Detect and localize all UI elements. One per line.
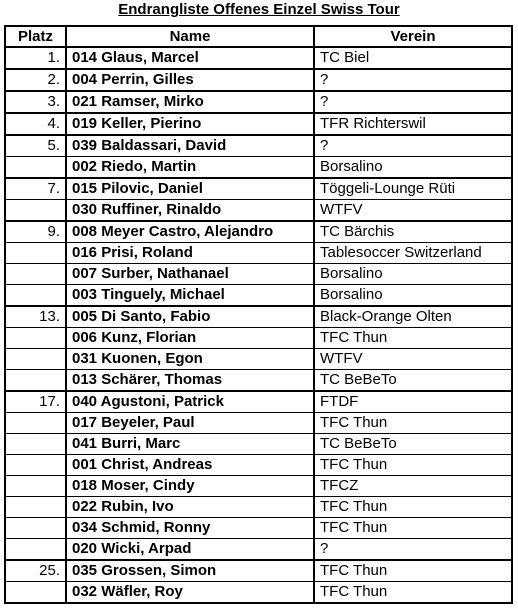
rank-cell: [5, 243, 66, 264]
club-cell: ?: [314, 69, 512, 91]
club-cell: Borsalino: [314, 264, 512, 285]
player-name-cell: 008 Meyer Castro, Alejandro: [66, 221, 314, 243]
table-row: [5, 69, 512, 91]
player-name-cell: 014 Glaus, Marcel: [66, 47, 314, 69]
table-row: [5, 391, 512, 413]
player-name-cell: 018 Moser, Cindy: [66, 476, 314, 497]
player-name-cell: 006 Kunz, Florian: [66, 328, 314, 349]
rank-cell: [5, 497, 66, 518]
player-name-cell: 003 Tinguely, Michael: [66, 285, 314, 307]
header-name: Name: [66, 26, 314, 47]
rank-cell: [5, 413, 66, 434]
player-name-cell: 002 Riedo, Martin: [66, 157, 314, 179]
table-row: [5, 370, 512, 392]
club-cell: TFR Richterswil: [314, 113, 512, 135]
table-row: [5, 497, 512, 518]
table-row: [5, 476, 512, 497]
rank-cell: 1.: [5, 47, 66, 69]
rank-cell: 5.: [5, 135, 66, 157]
club-cell: WTFV: [314, 349, 512, 370]
club-cell: TC Bärchis: [314, 221, 512, 243]
table-row: [5, 285, 512, 307]
table-row: [5, 582, 512, 604]
rank-cell: [5, 539, 66, 561]
club-cell: TFC Thun: [314, 582, 512, 604]
table-row: [5, 306, 512, 328]
table-row: [5, 178, 512, 200]
club-cell: TFC Thun: [314, 455, 512, 476]
rank-cell: 7.: [5, 178, 66, 200]
table-row: [5, 200, 512, 222]
rank-cell: [5, 200, 66, 222]
club-cell: TFC Thun: [314, 328, 512, 349]
club-cell: TC BeBeTo: [314, 370, 512, 392]
rank-cell: 9.: [5, 221, 66, 243]
rank-cell: [5, 370, 66, 392]
player-name-cell: 005 Di Santo, Fabio: [66, 306, 314, 328]
club-cell: ?: [314, 91, 512, 113]
rank-cell: [5, 455, 66, 476]
table-row: [5, 560, 512, 582]
club-cell: TFC Thun: [314, 413, 512, 434]
player-name-cell: 020 Wicki, Arpad: [66, 539, 314, 561]
ranking-table: [4, 25, 513, 604]
club-cell: WTFV: [314, 200, 512, 222]
header-platz: Platz: [5, 26, 66, 47]
club-cell: TFCZ: [314, 476, 512, 497]
player-name-cell: 040 Agustoni, Patrick: [66, 391, 314, 413]
player-name-cell: 007 Surber, Nathanael: [66, 264, 314, 285]
player-name-cell: 004 Perrin, Gilles: [66, 69, 314, 91]
club-cell: Borsalino: [314, 285, 512, 307]
rank-cell: [5, 518, 66, 539]
player-name-cell: 019 Keller, Pierino: [66, 113, 314, 135]
table-row: [5, 47, 512, 69]
player-name-cell: 030 Ruffiner, Rinaldo: [66, 200, 314, 222]
club-cell: TC Biel: [314, 47, 512, 69]
player-name-cell: 032 Wäfler, Roy: [66, 582, 314, 604]
rank-cell: 13.: [5, 306, 66, 328]
table-row: [5, 91, 512, 113]
rank-cell: 25.: [5, 560, 66, 582]
rank-cell: 4.: [5, 113, 66, 135]
table-row: [5, 264, 512, 285]
rank-cell: [5, 582, 66, 604]
player-name-cell: 034 Schmid, Ronny: [66, 518, 314, 539]
club-cell: Borsalino: [314, 157, 512, 179]
rank-cell: 17.: [5, 391, 66, 413]
player-name-cell: 015 Pilovic, Daniel: [66, 178, 314, 200]
player-name-cell: 035 Grossen, Simon: [66, 560, 314, 582]
club-cell: TFC Thun: [314, 497, 512, 518]
player-name-cell: 021 Ramser, Mirko: [66, 91, 314, 113]
table-row: [5, 518, 512, 539]
table-row: [5, 434, 512, 455]
table-row: [5, 243, 512, 264]
club-cell: TFC Thun: [314, 518, 512, 539]
player-name-cell: 041 Burri, Marc: [66, 434, 314, 455]
club-cell: TC BeBeTo: [314, 434, 512, 455]
table-row: [5, 221, 512, 243]
player-name-cell: 022 Rubin, Ivo: [66, 497, 314, 518]
rank-cell: [5, 476, 66, 497]
rank-cell: [5, 328, 66, 349]
table-row: [5, 113, 512, 135]
document-title: Endrangliste Offenes Einzel Swiss Tour: [118, 1, 400, 18]
player-name-cell: 016 Prisi, Roland: [66, 243, 314, 264]
table-row: [5, 455, 512, 476]
header-verein: Verein: [314, 26, 512, 47]
rank-cell: [5, 349, 66, 370]
player-name-cell: 013 Schärer, Thomas: [66, 370, 314, 392]
table-row: [5, 328, 512, 349]
table-row: [5, 413, 512, 434]
club-cell: Töggeli-Lounge Rüti: [314, 178, 512, 200]
player-name-cell: 031 Kuonen, Egon: [66, 349, 314, 370]
player-name-cell: 017 Beyeler, Paul: [66, 413, 314, 434]
club-cell: FTDF: [314, 391, 512, 413]
rank-cell: 2.: [5, 69, 66, 91]
table-row: [5, 157, 512, 179]
club-cell: TFC Thun: [314, 560, 512, 582]
rank-cell: [5, 264, 66, 285]
rank-cell: [5, 285, 66, 307]
club-cell: ?: [314, 135, 512, 157]
table-row: [5, 135, 512, 157]
rank-cell: [5, 157, 66, 179]
table-row: [5, 349, 512, 370]
club-cell: Black-Orange Olten: [314, 306, 512, 328]
table-row: [5, 539, 512, 561]
club-cell: Tablesoccer Switzerland: [314, 243, 512, 264]
rank-cell: 3.: [5, 91, 66, 113]
header-row: [5, 26, 512, 47]
player-name-cell: 001 Christ, Andreas: [66, 455, 314, 476]
player-name-cell: 039 Baldassari, David: [66, 135, 314, 157]
club-cell: ?: [314, 539, 512, 561]
rank-cell: [5, 434, 66, 455]
